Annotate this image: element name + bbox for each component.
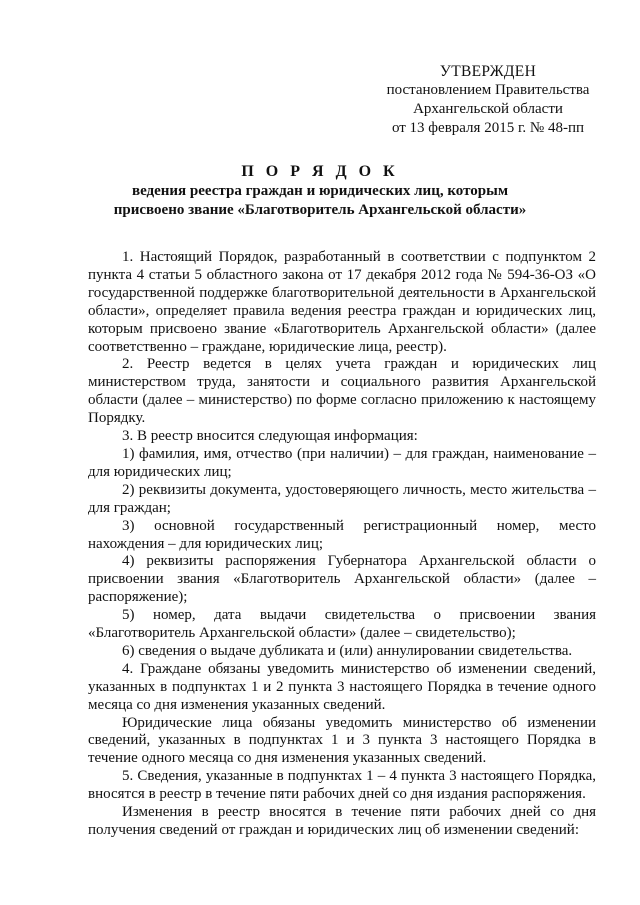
paragraph-4-legal: Юридические лица обязаны уведомить министерство об изменении сведений, указанных в подпунктах 1 и 3 пункта 3 настоящего Порядка в течение одного месяца со дня изменения указанных сведений.: [88, 714, 596, 767]
paragraph-4: 4. Граждане обязаны уведомить министерство об изменении сведений, указанных в подпунктах 1 и 2 пункта 3 настоящего Порядка в течение одного месяца со дня изменения указанных сведений.: [88, 660, 596, 713]
approval-line-1: постановлением Правительства: [386, 82, 590, 98]
list-item-4: 4) реквизиты распоряжения Губернатора Архангельской области о присвоении звания «Благотворитель Архангельской области» (далее – распоряжение);: [88, 553, 596, 606]
approval-line-2: Архангельской области: [413, 101, 563, 117]
document-body: [88, 249, 596, 840]
list-item-2: 2) реквизиты документа, удостоверяющего личность, место жительства – для граждан;: [88, 481, 596, 516]
list-item-5: 5) номер, дата выдачи свидетельства о присвоении звания «Благотворитель Архангельской области» (далее – свидетельство);: [88, 607, 596, 642]
document-subtitle-line-2: присвоено звание «Благотворитель Архангельской области»: [113, 202, 527, 218]
document-title: П О Р Я Д О К: [241, 163, 399, 180]
paragraph-1: 1. Настоящий Порядок, разработанный в соответствии с подпунктом 2 пункта 4 статьи 5 областного закона от 17 декабря 2012 года № 594-36-ОЗ «О государственной поддержке благотворительной деятельности в Архангельской области», определяет правила ведения реестра граждан и юридических лиц, которым присвоено звание «Благотворитель Архангельской области» (далее соответственно – граждане, юридические лица, реестр).: [88, 249, 596, 355]
list-item-3: 3) основной государственный регистрационный номер, место нахождения – для юридических лиц;: [88, 517, 596, 552]
document-subtitle-line-1: ведения реестра граждан и юридических лиц, которым: [131, 183, 509, 199]
list-item-6: 6) сведения о выдаче дубликата и (или) аннулировании свидетельства.: [122, 642, 573, 659]
paragraph-5-changes: Изменения в реестр вносятся в течение пяти рабочих дней со дня получения сведений от граждан и юридических лиц об изменении сведений:: [88, 804, 596, 838]
approval-title: УТВЕРЖДЕН: [439, 63, 537, 80]
paragraph-3: 3. В реестр вносится следующая информация:: [122, 428, 418, 445]
document-heading: [0, 162, 640, 220]
approval-line-3: от 13 февраля 2015 г. № 48-пп: [391, 120, 585, 136]
paragraph-2: 2. Реестр ведется в целях учета граждан и юридических лиц министерством труда, занятости и социального развития Архангельской области (далее – министерство) по форме согласно приложению к настоящему Порядку.: [88, 356, 596, 427]
paragraph-5: 5. Сведения, указанные в подпунктах 1 – 4 пункта 3 настоящего Порядка, вносятся в реестр в течение пяти рабочих дней со дня издания распоряжения.: [88, 768, 596, 803]
approval-stamp: [368, 62, 608, 138]
list-item-1: 1) фамилия, имя, отчество (при наличии) – для граждан, наименование – для юридических лиц;: [88, 445, 596, 480]
